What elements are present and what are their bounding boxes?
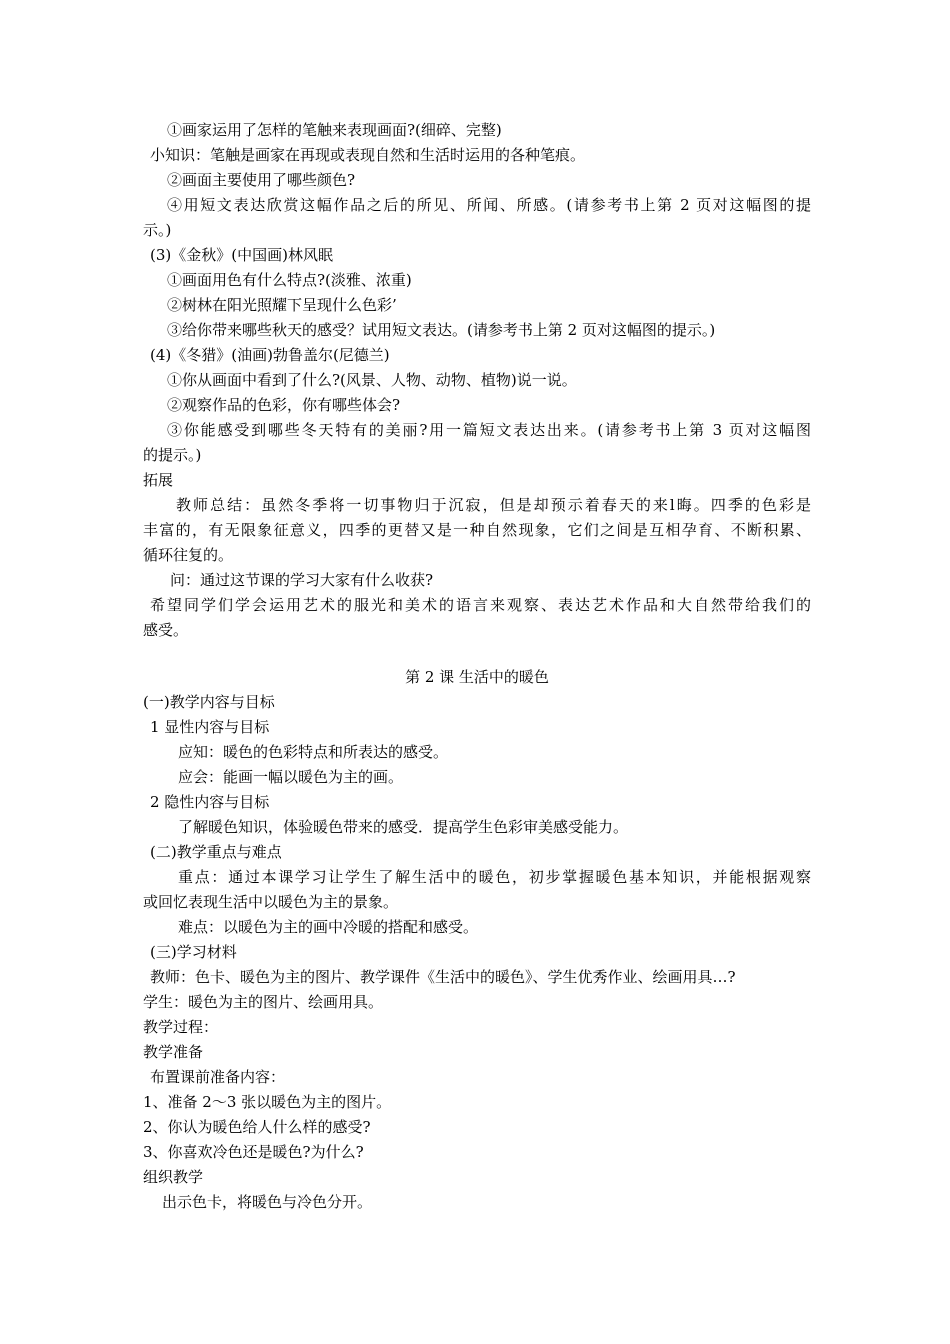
key-point-cont: 或回忆表现生活中以暖色为主的景象。 — [143, 893, 399, 911]
artwork-heading-golden-autumn: (3)《金秋》(中国画)林风眠 — [150, 246, 333, 264]
section-materials: (三)学习材料 — [150, 943, 237, 961]
question-winter-beauty: ③你能感受到哪些冬天特有的美丽?用一篇短文表达出来。(请参考书上第 3 页对这幅图 — [167, 421, 811, 439]
question-harvest: 问：通过这节课的学习大家有什么收获? — [170, 571, 434, 589]
task-2: 2、你认为暖色给人什么样的感受? — [143, 1118, 371, 1136]
question-colors: ②画面主要使用了哪些颜色? — [167, 171, 356, 189]
question-what-seen: ①你从画面中看到了什么?(风景、人物、动物、植物)说一说。 — [167, 371, 577, 389]
teacher-materials: 教师：色卡、暖色为主的图片、教学课件《生活中的暖色》、学生优秀作业、绘画用具…? — [150, 968, 736, 986]
show-color-cards: 出示色卡，将暖色与冷色分开。 — [162, 1193, 373, 1211]
should-know: 应知：暖色的色彩特点和所表达的感受。 — [178, 743, 449, 761]
closing-wish: 希望同学们学会运用艺术的服光和美术的语言来观察、表达艺术作品和大自然带给我们的 — [150, 596, 811, 614]
task-1: 1、准备 2～3 张以暖色为主的图片。 — [143, 1093, 392, 1111]
question-forest-colors: ②树林在阳光照耀下呈现什么色彩’ — [167, 296, 397, 314]
question-autumn-feelings: ③给你带来哪些秋天的感受？试用短文表达。(请参考书上第 2 页对这幅图的提示。) — [167, 321, 716, 339]
should-do: 应会：能画一幅以暖色为主的画。 — [178, 768, 404, 786]
teacher-summary-end: 循环往复的。 — [143, 546, 234, 564]
knowledge-note: 小知识：笔触是画家在再现或表现自然和生活时运用的各种笔痕。 — [150, 146, 586, 164]
lesson-title: 第 2 课 生活中的暖色 — [405, 668, 549, 686]
teacher-summary-cont: 丰富的，有无限象征意义，四季的更替又是一种自然现象，它们之间是互相孕育、不断积累、 — [143, 521, 811, 539]
section-key-difficult: (二)教学重点与难点 — [150, 843, 282, 861]
key-point: 重点：通过本课学习让学生了解生活中的暖色，初步掌握暖色基本知识，并能根据观察 — [178, 868, 811, 886]
implicit-goals-text: 了解暖色知识，体验暖色带来的感受．提高学生色彩审美感受能力。 — [178, 818, 629, 836]
question-short-essay-cont: 示。) — [143, 221, 172, 239]
question-winter-beauty-cont: 的提示。) — [143, 446, 202, 464]
organize-teaching-heading: 组织教学 — [143, 1168, 204, 1186]
question-brushstroke: ①画家运用了怎样的笔触来表现画面?(细碎、完整) — [167, 121, 502, 139]
closing-wish-cont: 感受。 — [143, 621, 189, 639]
question-color-features: ①画面用色有什么特点?(淡雅、浓重) — [167, 271, 412, 289]
artwork-heading-winter-hunt: (4)《冬猎》(油画)勃鲁盖尔(尼德兰) — [150, 346, 390, 364]
student-materials: 学生：暖色为主的图片、绘画用具。 — [143, 993, 384, 1011]
implicit-goals-heading: 2 隐性内容与目标 — [150, 793, 270, 811]
teacher-summary: 教师总结：虽然冬季将一切事物归于沉寂，但是却预示着春天的来l晦。四季的色彩是 — [176, 496, 811, 514]
section-content-goals: (一)教学内容与目标 — [143, 693, 275, 711]
question-color-experience: ②观察作品的色彩，你有哪些体会? — [167, 396, 401, 414]
pre-class-tasks-heading: 布置课前准备内容： — [150, 1068, 286, 1086]
explicit-goals-heading: 1 显性内容与目标 — [150, 718, 270, 736]
task-3: 3、你喜欢冷色还是暖色?为什么? — [143, 1143, 364, 1161]
teaching-preparation-heading: 教学准备 — [143, 1043, 204, 1061]
teaching-process-heading: 教学过程： — [143, 1018, 219, 1036]
difficult-point: 难点：以暖色为主的画中冷暖的搭配和感受。 — [178, 918, 479, 936]
question-short-essay: ④用短文表达欣赏这幅作品之后的所见、所闻、所感。(请参考书上第 2 页对这幅图的提 — [167, 196, 811, 214]
section-extension: 拓展 — [143, 471, 174, 489]
